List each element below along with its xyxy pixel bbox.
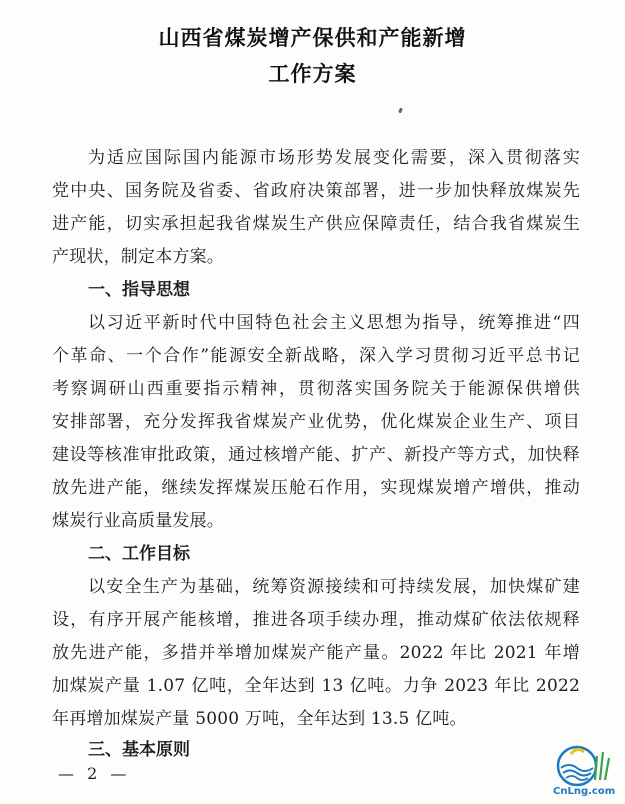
section3-heading: 三、基本原则 — [88, 740, 190, 760]
document-title-line2: 工作方案 — [268, 61, 357, 86]
section1-line-5: 建设等核准审批政策，通过核增产能、扩产、新投产等方式，加快释 — [52, 445, 580, 465]
intro-line-1: 为适应国际国内能源市场形势发展变化需要，深入贯彻落实 — [88, 148, 580, 168]
page-number: — 2 — — [58, 764, 131, 783]
section1-line-7: 煤炭行业高质量发展。 — [52, 511, 224, 531]
cnlng-logo-icon — [553, 742, 615, 800]
section2-line-5: 年再增加煤炭产量 5000 万吨，全年达到 13.5 亿吨。 — [52, 709, 467, 729]
section2-line-3: 放先进产能，多措并举增加煤炭产能产量。2022 年比 2021 年增 — [52, 643, 580, 663]
watermark-text: CnLng.com — [553, 786, 616, 797]
intro-line-2: 党中央、国务院及省委、省政府决策部署，进一步加快释放煤炭先 — [52, 181, 580, 201]
section1-heading: 一、指导思想 — [88, 280, 190, 300]
section1-line-3: 考察调研山西重要指示精神，贯彻落实国务院关于能源保供增供 — [52, 379, 580, 399]
section2-line-2: 设，有序开展产能核增，推进各项手续办理，推动煤矿依法依规释 — [52, 610, 580, 630]
section1-line-6: 放先进产能，继续发挥煤炭压舱石作用，实现煤炭增产增供，推动 — [52, 478, 580, 498]
section2-line-1: 以安全生产为基础，统筹资源接续和可持续发展，加快煤矿建 — [88, 577, 580, 597]
document-title-line1: 山西省煤炭增产保供和产能新增 — [158, 25, 467, 50]
intro-line-3: 进产能，切实承担起我省煤炭生产供应保障责任，结合我省煤炭生 — [52, 214, 580, 234]
section1-line-1: 以习近平新时代中国特色社会主义思想为指导，统筹推进“四 — [88, 313, 580, 333]
scan-speck — [398, 108, 403, 114]
section2-heading: 二、工作目标 — [88, 544, 190, 564]
section1-line-4: 安排部署，充分发挥我省煤炭产业优势，优化煤炭企业生产、项目 — [52, 412, 580, 432]
section2-line-4: 加煤炭产量 1.07 亿吨，全年达到 13 亿吨。力争 2023 年比 2022 — [52, 676, 580, 696]
intro-line-4: 产现状，制定本方案。 — [52, 247, 224, 267]
section1-line-2: 个革命、一个合作”能源安全新战略，深入学习贯彻习近平总书记 — [52, 346, 580, 366]
